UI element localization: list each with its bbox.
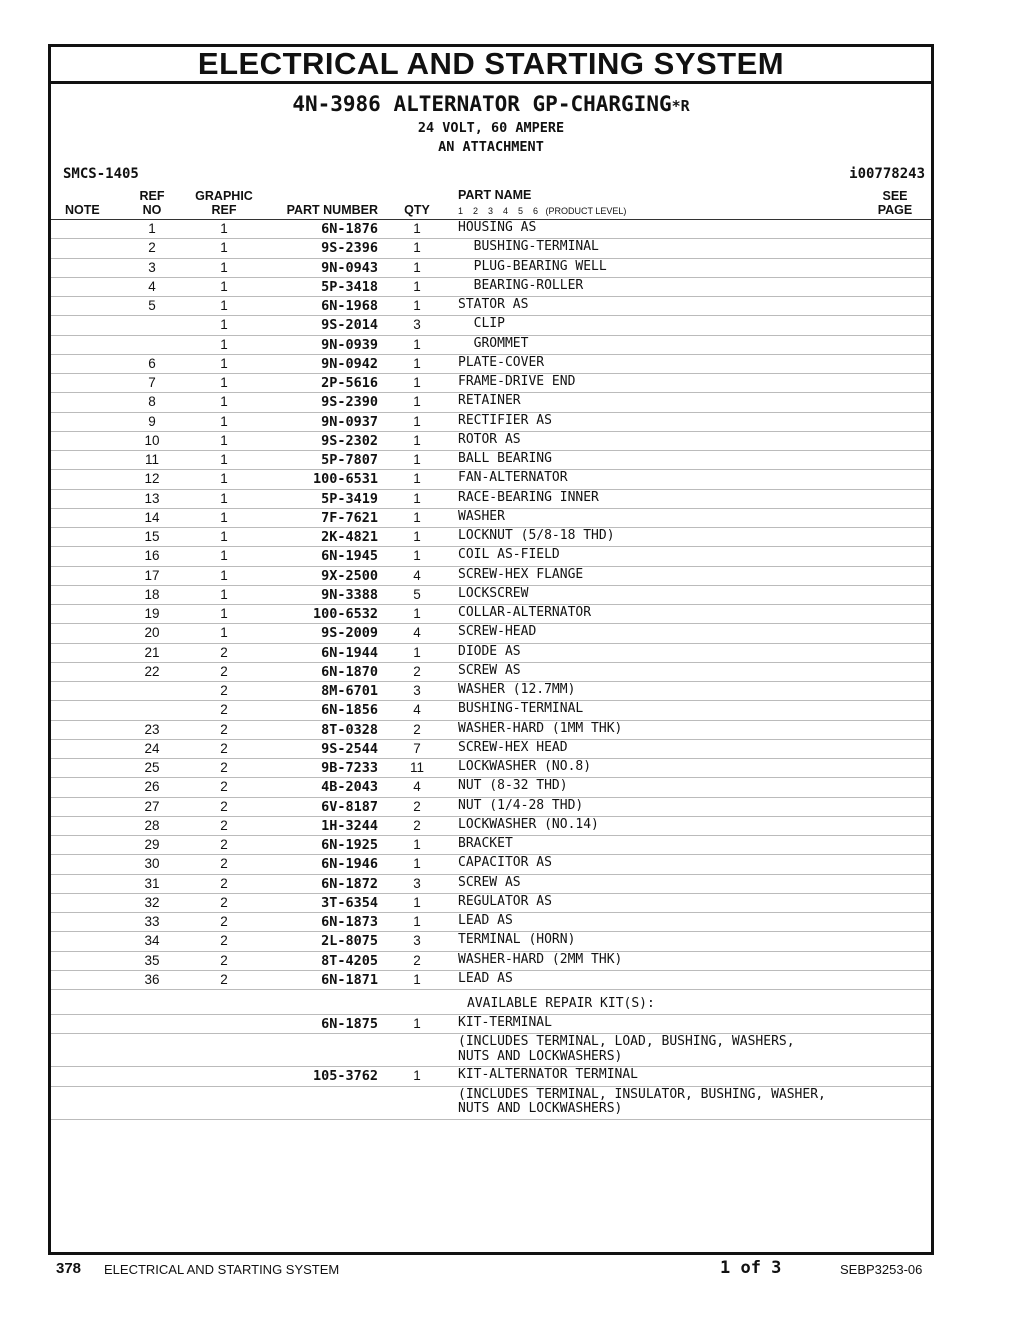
ref-no-cell: 1 bbox=[148, 221, 156, 236]
graphic-ref-cell: 1 bbox=[220, 529, 228, 544]
part-name-cell: RECTIFIER AS bbox=[458, 412, 552, 428]
part-number-cell: 8M-6701 bbox=[321, 683, 378, 699]
part-number-cell: 6N-1945 bbox=[321, 548, 378, 565]
qty-cell: 1 bbox=[413, 548, 421, 564]
graphic-ref-cell: 2 bbox=[220, 971, 228, 987]
ref-no-cell: 21 bbox=[144, 644, 160, 660]
part-number-cell: 9X-2500 bbox=[321, 567, 378, 584]
ref-no-cell: 32 bbox=[144, 894, 160, 910]
part-number-cell: 6N-1870 bbox=[321, 663, 378, 680]
ref-no-cell: 20 bbox=[144, 625, 160, 641]
table-row bbox=[51, 355, 931, 374]
table-row bbox=[51, 1015, 931, 1034]
part-name-cell: AVAILABLE REPAIR KIT(S): bbox=[467, 996, 655, 1011]
part-name-cell: BUSHING-TERMINAL bbox=[458, 239, 599, 255]
col-product-level: 1 2 3 4 5 6 (PRODUCT LEVEL) bbox=[458, 206, 627, 216]
assembly-suffix: *R bbox=[671, 97, 690, 115]
qty-cell: 3 bbox=[413, 317, 421, 333]
qty-cell: 1 bbox=[413, 856, 421, 872]
part-number-cell: 6N-1873 bbox=[321, 914, 378, 930]
part-number-cell: 9S-2302 bbox=[321, 432, 378, 449]
ref-no-cell: 4 bbox=[148, 278, 156, 294]
part-name-cell: SCREW AS bbox=[458, 874, 521, 890]
table-row bbox=[51, 624, 931, 643]
part-number-cell: 9N-0937 bbox=[321, 413, 378, 430]
qty-cell: 1 bbox=[413, 914, 421, 929]
part-number-cell: 6N-1876 bbox=[321, 221, 378, 237]
page-footer bbox=[0, 1258, 1020, 1282]
table-row bbox=[51, 932, 931, 951]
qty-cell: 1 bbox=[413, 644, 421, 660]
table-row bbox=[51, 547, 931, 566]
graphic-ref-cell: 2 bbox=[220, 760, 228, 775]
ref-no-cell: 22 bbox=[144, 663, 160, 679]
footer-section: ELECTRICAL AND STARTING SYSTEM bbox=[104, 1262, 340, 1277]
qty-cell: 1 bbox=[413, 413, 421, 429]
table-row bbox=[51, 490, 931, 509]
qty-cell: 1 bbox=[413, 394, 421, 410]
qty-cell: 1 bbox=[413, 278, 421, 294]
table-row bbox=[51, 278, 931, 297]
part-name-cell: GROMMET bbox=[458, 335, 529, 351]
table-row bbox=[51, 432, 931, 451]
ref-no-cell: 17 bbox=[144, 567, 160, 583]
part-name-cell: PLUG-BEARING WELL bbox=[458, 258, 607, 274]
ref-no-cell: 14 bbox=[144, 509, 160, 525]
table-row bbox=[51, 701, 931, 720]
page-of: 1 of 3 bbox=[720, 1258, 782, 1278]
qty-cell: 1 bbox=[413, 471, 421, 487]
graphic-ref-cell: 2 bbox=[220, 856, 228, 872]
graphic-ref-cell: 1 bbox=[220, 567, 228, 583]
page-number: 378 bbox=[56, 1260, 82, 1277]
part-name-cell: CAPACITOR AS bbox=[458, 855, 552, 871]
col-qty: QTY bbox=[404, 203, 430, 217]
graphic-ref-cell: 2 bbox=[220, 875, 228, 891]
part-name-cell: BEARING-ROLLER bbox=[458, 277, 584, 293]
table-row bbox=[51, 855, 931, 874]
part-name-cell: FRAME-DRIVE END bbox=[458, 374, 576, 389]
ref-no-cell: 23 bbox=[144, 721, 160, 737]
ref-no-cell: 30 bbox=[144, 856, 160, 872]
part-number-cell: 100-6531 bbox=[312, 471, 378, 488]
ref-no-cell: 3 bbox=[148, 259, 156, 275]
graphic-ref-cell: 1 bbox=[220, 606, 228, 621]
col-note: NOTE bbox=[65, 203, 100, 217]
qty-cell: 1 bbox=[413, 375, 421, 390]
part-number-cell: 9S-2390 bbox=[321, 394, 378, 411]
part-number-cell: 6N-1946 bbox=[321, 856, 378, 873]
table-row bbox=[51, 528, 931, 547]
part-name-cell: KIT-TERMINAL bbox=[458, 1015, 552, 1030]
ref-no-cell: 28 bbox=[144, 817, 160, 833]
ref-no-cell: 36 bbox=[144, 971, 160, 987]
table-row bbox=[51, 875, 931, 894]
ref-no-cell: 31 bbox=[144, 875, 160, 891]
part-number-cell: 105-3762 bbox=[312, 1068, 378, 1085]
part-name-cell: SCREW-HEX FLANGE bbox=[458, 566, 584, 582]
part-name-cell: BALL BEARING bbox=[458, 451, 552, 466]
part-name-cell: RETAINER bbox=[458, 393, 521, 409]
part-name-cell: WASHER (12.7MM) bbox=[458, 682, 576, 697]
part-number-cell: 1H-3244 bbox=[321, 817, 378, 834]
qty-cell: 1 bbox=[413, 452, 421, 467]
ref-no-cell: 26 bbox=[144, 779, 160, 795]
qty-cell: 1 bbox=[413, 837, 421, 852]
table-row bbox=[51, 413, 931, 432]
qty-cell: 4 bbox=[413, 779, 421, 795]
part-name-cell: HOUSING AS bbox=[458, 220, 537, 235]
assembly-title bbox=[51, 91, 931, 119]
parts-table bbox=[51, 220, 931, 1120]
graphic-ref-cell: 1 bbox=[220, 394, 228, 410]
part-name-cell: WASHER-HARD (1MM THK) bbox=[458, 720, 623, 736]
table-row bbox=[51, 1067, 931, 1086]
qty-cell: 1 bbox=[413, 221, 421, 236]
part-name-cell: SCREW AS bbox=[458, 662, 521, 678]
part-name-cell: STATOR AS bbox=[458, 297, 529, 312]
qty-cell: 1 bbox=[413, 894, 421, 910]
part-number-cell: 6N-1875 bbox=[321, 1016, 378, 1032]
graphic-ref-cell: 1 bbox=[220, 221, 228, 236]
part-number-cell: 6N-1872 bbox=[321, 875, 378, 892]
part-number-cell: 100-6532 bbox=[312, 606, 378, 622]
part-number-cell: 6N-1925 bbox=[321, 837, 378, 853]
graphic-ref-cell: 2 bbox=[220, 837, 228, 852]
part-number-cell: 9N-0942 bbox=[321, 355, 378, 372]
ref-no-cell: 10 bbox=[144, 432, 160, 448]
graphic-ref-cell: 2 bbox=[220, 663, 228, 679]
table-row bbox=[51, 894, 931, 913]
graphic-ref-cell: 1 bbox=[220, 259, 228, 275]
table-row bbox=[51, 817, 931, 836]
page-frame bbox=[48, 44, 934, 1255]
graphic-ref-cell: 2 bbox=[220, 933, 228, 949]
table-row bbox=[51, 239, 931, 258]
qty-cell: 1 bbox=[413, 259, 421, 275]
qty-cell: 7 bbox=[413, 740, 421, 756]
qty-cell: 1 bbox=[413, 336, 421, 352]
part-number-cell: 9S-2396 bbox=[321, 240, 378, 257]
part-number-cell: 7F-7621 bbox=[321, 509, 378, 526]
part-name-cell: SCREW-HEAD bbox=[458, 624, 537, 640]
part-name-cell: ROTOR AS bbox=[458, 431, 521, 447]
qty-cell: 1 bbox=[413, 490, 421, 506]
part-name-cell: BUSHING-TERMINAL bbox=[458, 701, 584, 717]
table-row bbox=[51, 586, 931, 605]
part-number-cell: 9N-0943 bbox=[321, 259, 378, 276]
part-name-cell: DIODE AS bbox=[458, 643, 521, 659]
ref-no-cell: 7 bbox=[148, 375, 156, 390]
ref-no-cell: 5 bbox=[148, 298, 156, 313]
part-number-cell: 6V-8187 bbox=[321, 798, 378, 815]
table-row bbox=[51, 316, 931, 335]
qty-cell: 4 bbox=[413, 567, 421, 583]
ref-no-cell: 9 bbox=[148, 413, 156, 429]
graphic-ref-cell: 1 bbox=[220, 413, 228, 429]
graphic-ref-cell: 1 bbox=[220, 452, 228, 467]
part-name-cell: REGULATOR AS bbox=[458, 893, 552, 909]
graphic-ref-cell: 1 bbox=[220, 240, 228, 256]
table-row bbox=[51, 567, 931, 586]
graphic-ref-cell: 1 bbox=[220, 548, 228, 564]
part-number-cell: 4B-2043 bbox=[321, 779, 378, 796]
part-name-cell: LOCKWASHER (NO.8) bbox=[458, 759, 592, 774]
part-name-cell: LOCKSCREW bbox=[458, 585, 529, 601]
spec-line-2: AN ATTACHMENT bbox=[438, 139, 544, 155]
graphic-ref-cell: 1 bbox=[220, 278, 228, 294]
graphic-ref-cell: 2 bbox=[220, 952, 228, 968]
part-name-cell: COLLAR-ALTERNATOR bbox=[458, 605, 592, 620]
col-ref-bottom: NO bbox=[142, 203, 162, 217]
qty-cell: 2 bbox=[413, 798, 421, 814]
graphic-ref-cell: 1 bbox=[220, 586, 228, 602]
part-name-cell: WASHER bbox=[458, 508, 505, 524]
col-see-top: SEE bbox=[882, 189, 908, 203]
qty-cell: 1 bbox=[413, 1068, 421, 1084]
qty-cell: 1 bbox=[413, 298, 421, 313]
part-number-cell: 2P-5616 bbox=[321, 375, 378, 391]
graphic-ref-cell: 1 bbox=[220, 625, 228, 641]
part-number-cell: 6N-1856 bbox=[321, 702, 378, 719]
ref-no-cell: 18 bbox=[144, 586, 160, 602]
graphic-ref-cell: 1 bbox=[220, 509, 228, 525]
table-row bbox=[51, 220, 931, 239]
part-number-cell: 9N-0939 bbox=[321, 336, 378, 353]
qty-cell: 3 bbox=[413, 933, 421, 949]
ref-no-cell: 16 bbox=[144, 548, 160, 564]
ref-no-cell: 13 bbox=[144, 490, 160, 506]
part-name-cell: COIL AS-FIELD bbox=[458, 547, 560, 563]
col-graphic-bottom: REF bbox=[211, 203, 237, 217]
part-name-cell: TERMINAL (HORN) bbox=[458, 932, 576, 948]
note-row bbox=[51, 1034, 931, 1067]
qty-cell: 3 bbox=[413, 875, 421, 891]
graphic-ref-cell: 1 bbox=[220, 490, 228, 506]
ref-no-cell: 15 bbox=[144, 529, 160, 544]
assembly-name: 4N-3986 ALTERNATOR GP-CHARGING bbox=[292, 92, 672, 116]
part-number-cell: 6N-1871 bbox=[321, 971, 378, 988]
part-number-cell: 2L-8075 bbox=[321, 933, 378, 950]
ref-no-cell: 34 bbox=[144, 933, 160, 949]
ref-no-cell: 11 bbox=[144, 452, 159, 467]
ref-no-cell: 25 bbox=[144, 760, 160, 775]
part-number-cell: 9S-2009 bbox=[321, 625, 378, 642]
table-row bbox=[51, 740, 931, 759]
smcs-code: SMCS-1405 bbox=[63, 166, 139, 182]
table-row bbox=[51, 721, 931, 740]
part-name-cell: LEAD AS bbox=[458, 970, 513, 986]
part-name-cell: (INCLUDES TERMINAL, INSULATOR, BUSHING, WASHER, NUTS AND LOCKWASHERS) bbox=[458, 1086, 826, 1116]
table-row bbox=[51, 682, 931, 701]
table-row bbox=[51, 952, 931, 971]
graphic-ref-cell: 1 bbox=[220, 336, 228, 352]
ref-no-cell: 8 bbox=[148, 394, 156, 410]
table-row bbox=[51, 605, 931, 624]
col-part-name: PART NAME bbox=[458, 188, 532, 202]
graphic-ref-cell: 1 bbox=[220, 317, 228, 333]
part-number-cell: 9B-7233 bbox=[321, 760, 378, 776]
table-row bbox=[51, 913, 931, 932]
part-number-cell: 8T-4205 bbox=[321, 952, 378, 969]
qty-cell: 3 bbox=[413, 683, 421, 698]
graphic-ref-cell: 2 bbox=[220, 817, 228, 833]
part-number-cell: 5P-3419 bbox=[321, 490, 378, 507]
part-number-cell: 2K-4821 bbox=[321, 529, 378, 545]
part-name-cell: LOCKNUT (5/8-18 THD) bbox=[458, 528, 615, 543]
ref-no-cell: 35 bbox=[144, 952, 160, 968]
table-row bbox=[51, 663, 931, 682]
graphic-ref-cell: 2 bbox=[220, 721, 228, 737]
table-row bbox=[51, 259, 931, 278]
table-row bbox=[51, 451, 931, 470]
graphic-ref-cell: 1 bbox=[220, 432, 228, 448]
table-row bbox=[51, 297, 931, 316]
part-number-cell: 5P-7807 bbox=[321, 452, 378, 468]
graphic-ref-cell: 2 bbox=[220, 798, 228, 814]
qty-cell: 1 bbox=[413, 509, 421, 525]
graphic-ref-cell: 2 bbox=[220, 914, 228, 929]
part-number-cell: 9S-2014 bbox=[321, 317, 378, 334]
table-header bbox=[51, 187, 931, 220]
page-title: ELECTRICAL AND STARTING SYSTEM bbox=[51, 47, 931, 84]
part-name-cell: WASHER-HARD (2MM THK) bbox=[458, 951, 623, 967]
ref-no-cell: 6 bbox=[148, 355, 156, 371]
part-name-cell: BRACKET bbox=[458, 836, 513, 851]
qty-cell: 1 bbox=[413, 606, 421, 621]
part-number-cell: 8T-0328 bbox=[321, 721, 378, 738]
part-name-cell: LOCKWASHER (NO.14) bbox=[458, 816, 599, 832]
qty-cell: 11 bbox=[409, 760, 424, 775]
table-row bbox=[51, 374, 931, 393]
qty-cell: 4 bbox=[413, 702, 421, 718]
qty-cell: 5 bbox=[413, 586, 421, 602]
graphic-ref-cell: 1 bbox=[220, 355, 228, 371]
part-name-cell: RACE-BEARING INNER bbox=[458, 489, 599, 505]
table-row bbox=[51, 470, 931, 489]
qty-cell: 2 bbox=[413, 721, 421, 737]
qty-cell: 1 bbox=[413, 240, 421, 256]
note-row bbox=[51, 1087, 931, 1120]
graphic-ref-cell: 2 bbox=[220, 702, 228, 718]
ref-no-cell: 27 bbox=[144, 798, 160, 814]
ref-no-cell: 12 bbox=[144, 471, 160, 487]
graphic-ref-cell: 2 bbox=[220, 894, 228, 910]
part-name-cell: PLATE-COVER bbox=[458, 354, 545, 370]
part-name-cell: SCREW-HEX HEAD bbox=[458, 739, 568, 755]
part-name-cell: LEAD AS bbox=[458, 913, 513, 928]
table-row bbox=[51, 644, 931, 663]
graphic-ref-cell: 2 bbox=[220, 683, 228, 698]
col-ref-top: REF bbox=[139, 189, 165, 203]
illustration-id: i00778243 bbox=[849, 166, 925, 182]
part-number-cell: 6N-1968 bbox=[321, 298, 378, 314]
col-graphic-top: GRAPHIC bbox=[195, 189, 253, 203]
ref-no-cell: 24 bbox=[144, 740, 160, 756]
col-see-bottom: PAGE bbox=[877, 203, 913, 217]
graphic-ref-cell: 1 bbox=[220, 298, 228, 313]
ref-no-cell: 2 bbox=[148, 240, 156, 256]
graphic-ref-cell: 2 bbox=[220, 644, 228, 660]
graphic-ref-cell: 1 bbox=[220, 471, 228, 487]
ref-no-cell: 33 bbox=[144, 914, 160, 929]
table-row bbox=[51, 759, 931, 778]
ref-no-cell: 29 bbox=[144, 837, 160, 852]
part-number-cell: 3T-6354 bbox=[321, 894, 378, 911]
note-row bbox=[51, 990, 931, 1015]
table-row bbox=[51, 778, 931, 797]
part-name-cell: NUT (1/4-28 THD) bbox=[458, 797, 584, 813]
qty-cell: 1 bbox=[413, 971, 421, 987]
table-row bbox=[51, 971, 931, 990]
qty-cell: 2 bbox=[413, 663, 421, 679]
table-row bbox=[51, 798, 931, 817]
code-line bbox=[51, 163, 931, 187]
qty-cell: 1 bbox=[413, 355, 421, 371]
part-number-cell: 9N-3388 bbox=[321, 586, 378, 603]
graphic-ref-cell: 2 bbox=[220, 779, 228, 795]
graphic-ref-cell: 2 bbox=[220, 740, 228, 756]
part-name-cell: (INCLUDES TERMINAL, LOAD, BUSHING, WASHERS, NUTS AND LOCKWASHERS) bbox=[458, 1034, 795, 1064]
part-name-cell: CLIP bbox=[458, 316, 505, 332]
doc-id: SEBP3253-06 bbox=[840, 1262, 923, 1277]
col-part-number: PART NUMBER bbox=[286, 203, 378, 217]
qty-cell: 4 bbox=[413, 625, 421, 641]
graphic-ref-cell: 1 bbox=[220, 375, 228, 390]
table-row bbox=[51, 393, 931, 412]
qty-cell: 2 bbox=[413, 817, 421, 833]
part-name-cell: NUT (8-32 THD) bbox=[458, 778, 568, 794]
qty-cell: 2 bbox=[413, 952, 421, 968]
table-row bbox=[51, 836, 931, 855]
table-row bbox=[51, 509, 931, 528]
part-name-cell: KIT-ALTERNATOR TERMINAL bbox=[458, 1067, 639, 1083]
qty-cell: 1 bbox=[413, 1016, 421, 1031]
part-number-cell: 5P-3418 bbox=[321, 278, 378, 295]
table-row bbox=[51, 336, 931, 355]
part-number-cell: 6N-1944 bbox=[321, 644, 378, 661]
ref-no-cell: 19 bbox=[144, 606, 160, 621]
part-number-cell: 9S-2544 bbox=[321, 740, 378, 757]
spec-line-1: 24 VOLT, 60 AMPERE bbox=[417, 120, 565, 136]
part-name-cell: FAN-ALTERNATOR bbox=[458, 470, 568, 486]
qty-cell: 1 bbox=[413, 529, 421, 544]
qty-cell: 1 bbox=[413, 432, 421, 448]
